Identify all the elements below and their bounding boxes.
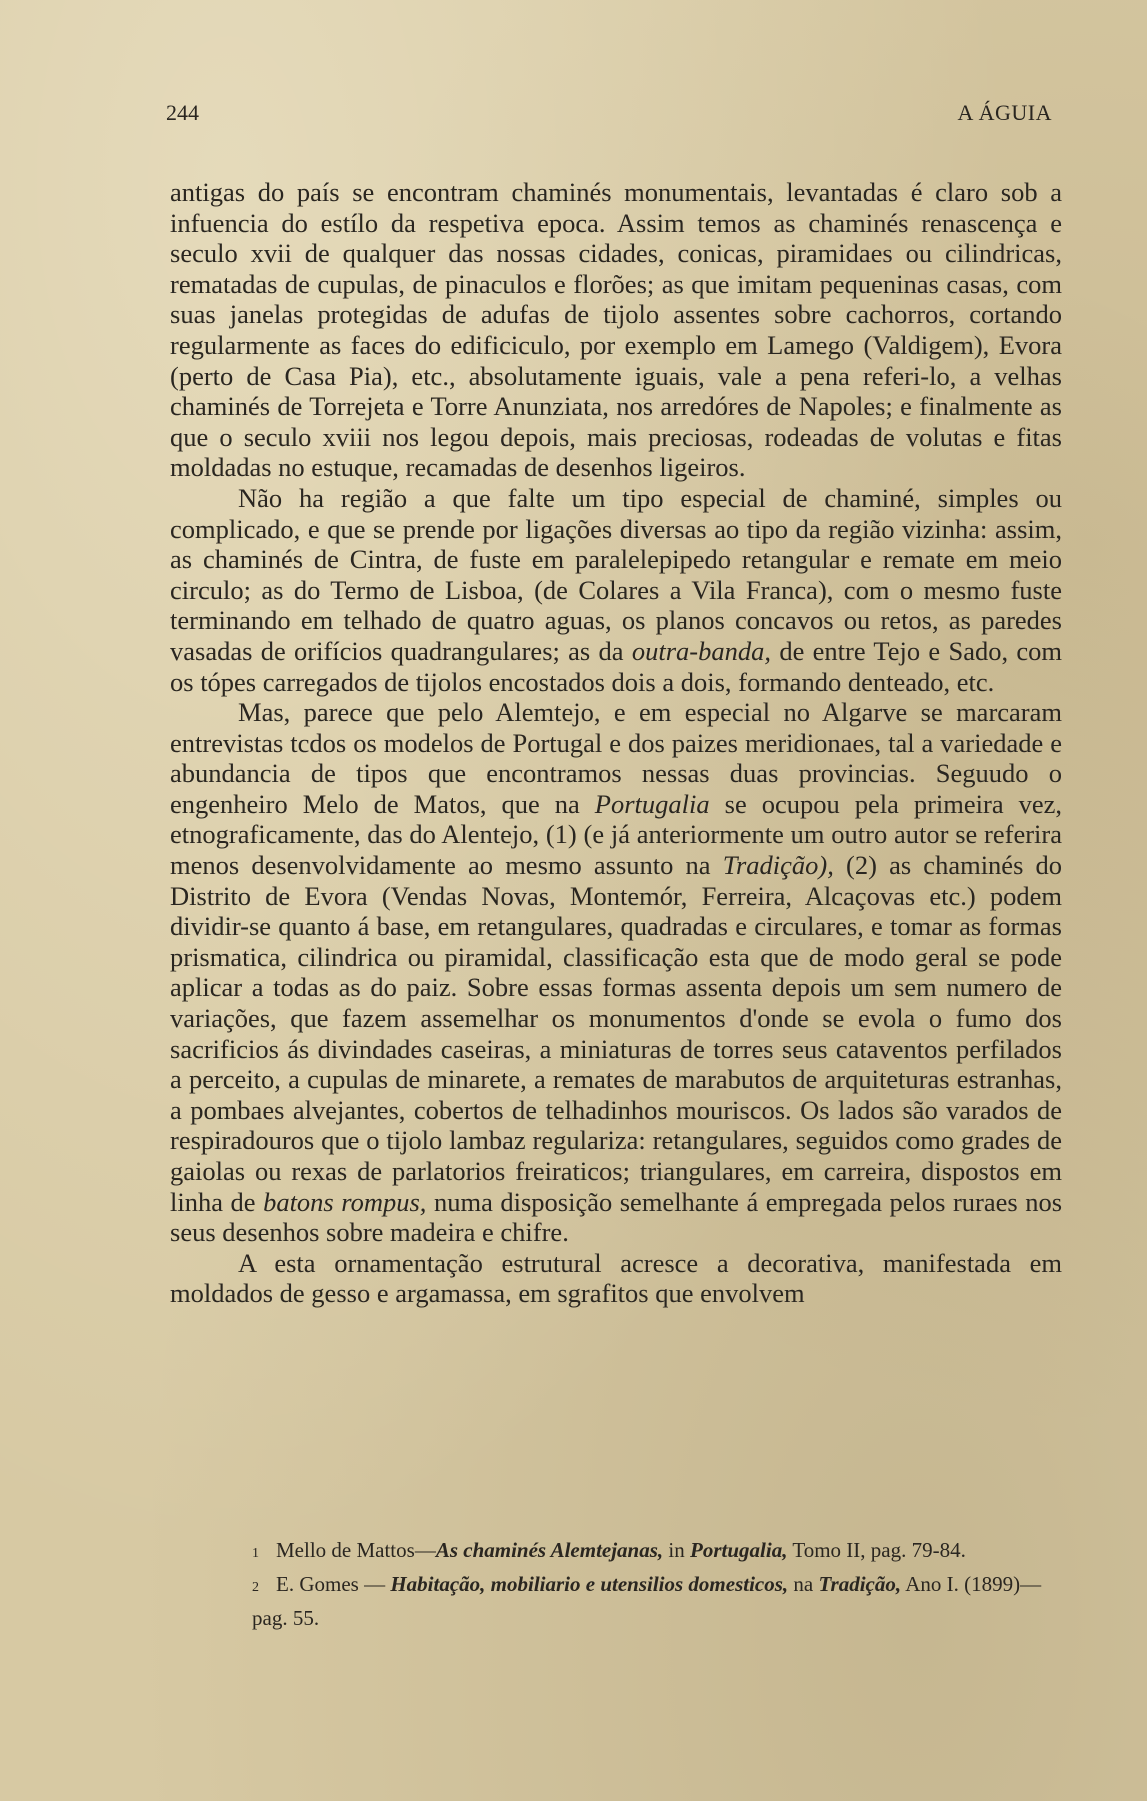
footnote-2-ref: Ano I. (1899)—pag. 55. bbox=[252, 1572, 1042, 1630]
footnote-2-na: na bbox=[793, 1572, 814, 1596]
paragraph-2-italic: outra-banda, bbox=[631, 635, 771, 666]
footnote-2-author: E. Gomes — bbox=[276, 1572, 386, 1596]
footnote-ref-1: (1) bbox=[545, 819, 577, 850]
paragraph-3-text-d: as chaminés do Distrito de Evora (Vendas Novas, Montemór, Ferreira, Alcaçovas etc.) podem dividir-se quanto á base, em retangulares, quadradas e circulares, e tomar as formas prismatica, cilindrica ou piramidal, classificação esta que de modo geral se pode aplicar a todas as do paiz. Sobre essas formas assenta depois um sem numero de variações, que fazem assemelhar os monumentos d'onde se evola o fumo dos sacrificios ás divindades caseiras, a miniaturas de torres seus cataventos perfilados a perceito, a cupulas de minarete, a remates de marabutos de arquiteturas estranhas, a pombaes alvejantes, cobertos de telhadinhos mouriscos. Os lados são varados de respiradouros que o tijolo lambaz regulariza: retangulares, seguidos como grades de gaiolas ou rexas de parlatorios freiraticos; triangulares, em carreira, dispostos em linha de bbox=[170, 850, 1063, 1217]
paragraph-3 bbox=[170, 697, 1062, 1248]
paragraph-3-italic-3: batons rompus, bbox=[263, 1186, 427, 1217]
paragraph-2-text-a: Não ha região a que falte um tipo especial de chaminé, simples ou complicado, e que se prende por ligações diversas ao tipo da região vizinha: assim, as chaminés de Cintra, de fuste em paralelepipedo retangular e remate em meio circulo; as do Termo de Lisboa, (de Colares a Vila Franca), com o mesmo fuste terminando em telhado de quatro aguas, os planos concavos ou retos, as paredes vasadas de orifícios quadrangulares; as da bbox=[170, 482, 1062, 666]
footnote-1-ref: Tomo II, pag. 79-84. bbox=[792, 1538, 966, 1562]
footnote-2-title: Habitação, mobiliario e utensilios domesticos, bbox=[390, 1572, 789, 1596]
paragraph-3-text-e: numa disposição semelhante á empregada pelos ruraes nos seus desenhos sobre madeira e chifre. bbox=[170, 1186, 1063, 1248]
paragraph-3-italic-2: Tradição), bbox=[722, 850, 834, 881]
page-number: 244 bbox=[166, 100, 199, 125]
paragraph-3-italic-1: Portugalia bbox=[594, 788, 710, 819]
footnote-2-journal: Tradição, bbox=[818, 1572, 902, 1596]
footnote-1 bbox=[182, 1535, 1072, 1569]
paragraph-2 bbox=[170, 483, 1062, 697]
footnote-2 bbox=[182, 1569, 1072, 1633]
page-header bbox=[166, 100, 1052, 130]
footnote-2-marker: 2 bbox=[252, 1580, 259, 1595]
footnote-1-title: As chaminés Alemtejanas, bbox=[435, 1538, 664, 1562]
footnote-ref-2: (2) bbox=[846, 850, 877, 881]
paragraph-4: A esta ornamentação estrutural acresce a decorativa, manifestada em moldados de gesso e argamassa, em sgrafitos que envolvem bbox=[170, 1247, 1062, 1309]
footnote-1-in: in bbox=[668, 1538, 685, 1562]
paragraph-1: antigas do país se encontram chaminés monumentais, levantadas é claro sob a infuencia do estílo da respetiva epoca. Assim temos as chaminés renascença e seculo xvii de qualquer das nossas cidades, conicas, piramidaes ou cilindricas, rematadas de cupulas, de pinaculos e florões; as que imitam pequeninas casas, com suas janelas protegidas de adufas de tijolo assentes sobre cachorros, cortando regularmente as faces do edificiculo, por exemplo em Lamego (Valdigem), Evora (perto de Casa Pia), etc., absolutamente iguais, vale a pena referi-lo, a velhas chaminés de Torrejeta e Torre Anunziata, nos arredóres de Napoles; e finalmente as que o seculo xviii nos legou depois, mais preciosas, rodeadas de volutas e fitas moldadas no estuque, recamadas de desenhos ligeiros. bbox=[170, 177, 1062, 483]
body-text bbox=[170, 177, 1062, 1309]
footnote-1-marker: 1 bbox=[252, 1546, 259, 1561]
paragraph-3-text-a: Mas, parece que pelo Alemtejo, e em especial no Algarve se marcaram entrevistas tcdos os modelos de Portugal e dos paizes meridionaes, tal a variedade e abundancia de tipos que encontramos nessas duas provincias. Seguudo o engenheiro Melo de Matos, que na bbox=[170, 697, 1062, 819]
footnote-1-journal: Portugalia, bbox=[690, 1538, 788, 1562]
footnote-1-author: Mello de Mattos— bbox=[276, 1538, 436, 1562]
running-title: A ÁGUIA bbox=[957, 100, 1052, 125]
paragraph-3-text-c: (e já anteriormente um outro autor se referira menos desenvolvidamente ao mesmo assunto na bbox=[170, 819, 1062, 881]
paragraph-2-text-b: de entre Tejo e Sado, com os tópes carregados de tijolos encostados dois a dois, formando denteado, etc. bbox=[170, 635, 1063, 697]
footnotes bbox=[182, 1535, 1072, 1633]
paragraph-3-text-b: se ocupou pela primeira vez, etnograficamente, das do Alentejo, bbox=[170, 788, 1063, 850]
